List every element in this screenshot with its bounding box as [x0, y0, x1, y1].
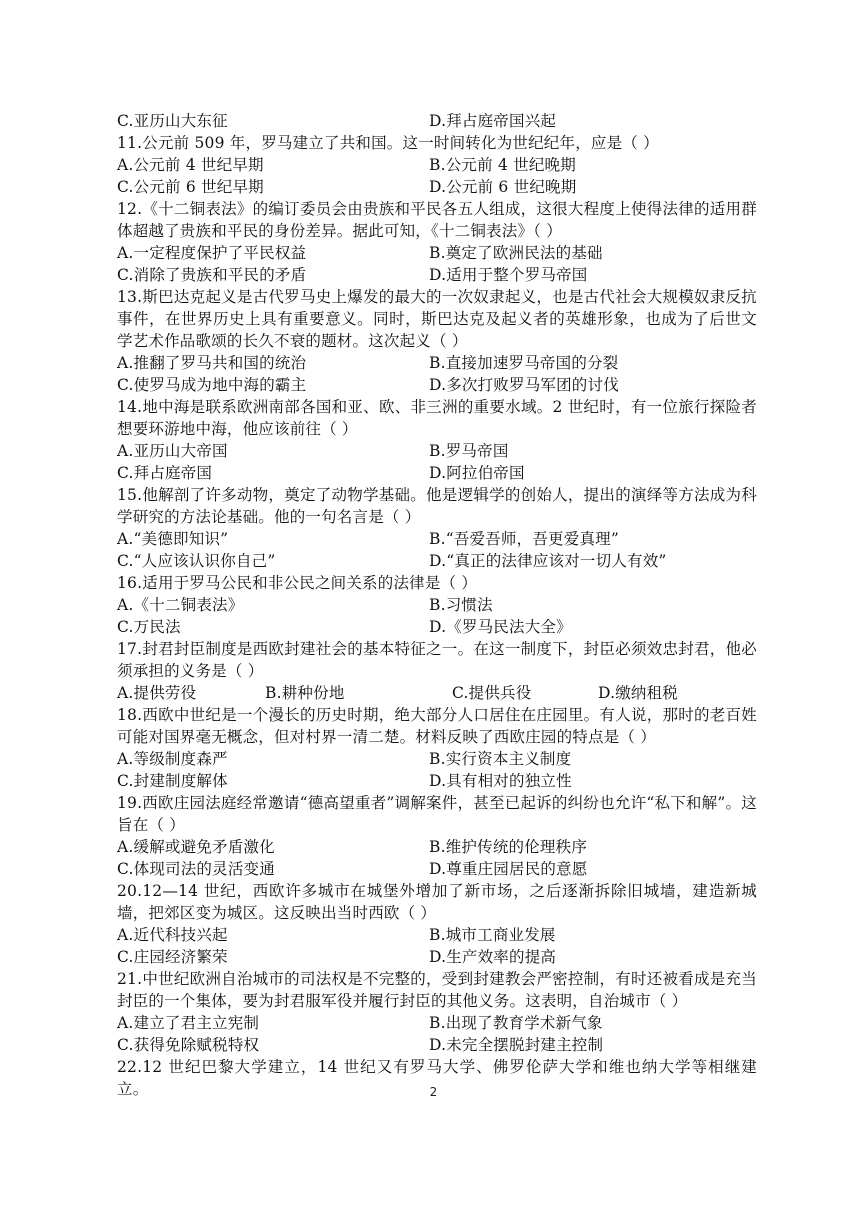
option-a: A.推翻了罗马共和国的统治	[117, 354, 307, 372]
question-stem: 18.西欧中世纪是一个漫长的历史时期，绝大部分人口居住在庄园里。有人说，那时的老百姓可能对国界毫无概念，但对村界一清二楚。材料反映了西欧庄园的特点是（ ）	[117, 706, 757, 746]
option-d: D.生产效率的提高	[429, 948, 557, 966]
option-d: D.公元前 6 世纪晚期	[429, 178, 577, 196]
question-stem: 16.适用于罗马公民和非公民之间关系的法律是（ ）	[117, 574, 478, 592]
option-c: C.亚历山大东征	[117, 112, 228, 130]
option-c: C.使罗马成为地中海的霸主	[117, 376, 307, 394]
option-d: D.未完全摆脱封建主控制	[429, 1036, 604, 1054]
option-a: A.《十二铜表法》	[117, 596, 244, 614]
options-row	[117, 176, 757, 198]
option-b: B.出现了教育学术新气象	[429, 1014, 603, 1032]
options-row	[117, 682, 757, 704]
option-b: B.直接加速罗马帝国的分裂	[429, 354, 619, 372]
option-c: C.公元前 6 世纪早期	[117, 178, 264, 196]
question-block	[117, 484, 757, 572]
question-stem: 12.《十二铜表法》的编订委员会由贵族和平民各五人组成，这很大程度上使得法律的适用群体超越了贵族和平民的身份差异。据此可知，《十二铜表法》（ ）	[117, 200, 757, 240]
option-d: D.多次打败罗马军团的讨伐	[429, 376, 619, 394]
option-c: C.封建制度解体	[117, 772, 228, 790]
question-block	[117, 396, 757, 484]
options-row	[117, 836, 757, 858]
option-a: A.建立了君主立宪制	[117, 1014, 260, 1032]
option-d: D.拜占庭帝国兴起	[429, 112, 557, 130]
options-row	[117, 616, 757, 638]
options-row	[117, 550, 757, 572]
option-d: D.阿拉伯帝国	[429, 464, 525, 482]
question-stem: 17.封君封臣制度是西欧封建社会的基本特征之一。在这一制度下，封臣必须效忠封君，他必须承担的义务是（ ）	[117, 640, 757, 680]
question-block	[117, 286, 757, 396]
option-a: A.公元前 4 世纪早期	[117, 156, 264, 174]
option-a: A.近代科技兴起	[117, 926, 228, 944]
option-c: C.庄园经济繁荣	[117, 948, 228, 966]
option-b: B.城市工商业发展	[429, 926, 556, 944]
option-b: B.罗马帝国	[429, 442, 509, 460]
option-d: D.《罗马民法大全》	[429, 618, 572, 636]
options-row	[117, 1034, 757, 1056]
question-block	[117, 792, 757, 880]
option-d: D.具有相对的独立性	[429, 772, 572, 790]
options-row	[117, 594, 757, 616]
option-d: D.“真正的法律应该对一切人有效”	[429, 552, 667, 570]
question-block	[117, 132, 757, 198]
question-block	[117, 638, 757, 704]
question-block	[117, 572, 757, 638]
question-stem: 14.地中海是联系欧洲南部各国和亚、欧、非三洲的重要水域。2 世纪时，有一位旅行探险者想要环游地中海，他应该前往（ ）	[117, 398, 757, 438]
options-row	[117, 440, 757, 462]
option-d: D.适用于整个罗马帝国	[429, 266, 588, 284]
options-row	[117, 154, 757, 176]
options-row	[117, 242, 757, 264]
question-stem-continued: 22.12 世纪巴黎大学建立，14 世纪又有罗马大学、佛罗伦萨大学和维也纳大学等相继建立。	[117, 1058, 757, 1098]
question-block	[117, 198, 757, 286]
question-block	[117, 880, 757, 968]
option-c: C.提供兵役	[452, 684, 532, 702]
options-row	[117, 110, 757, 132]
question-stem: 15.他解剖了许多动物，奠定了动物学基础。他是逻辑学的创始人，提出的演绎等方法成为科学研究的方法论基础。他的一句名言是（ ）	[117, 486, 757, 526]
options-row	[117, 748, 757, 770]
option-b: B.实行资本主义制度	[429, 750, 572, 768]
option-a: A.提供劳役	[117, 684, 197, 702]
option-a: A.亚历山大帝国	[117, 442, 228, 460]
option-a: A.缓解或避免矛盾激化	[117, 838, 275, 856]
question-stem: 19.西欧庄园法庭经常邀请“德高望重者”调解案件，甚至已起诉的纠纷也允许“私下和解”。这旨在（ ）	[117, 794, 757, 834]
option-b: B.奠定了欧洲民法的基础	[429, 244, 603, 262]
question-stem: 21.中世纪欧洲自治城市的司法权是不完整的，受到封建教会严密控制，有时还被看成是充当封臣的一个集体，要为封君服军役并履行封臣的其他义务。这表明，自治城市（ ）	[117, 970, 757, 1010]
options-row	[117, 858, 757, 880]
options-row	[117, 528, 757, 550]
exam-page-body	[117, 110, 757, 1100]
question-block	[117, 968, 757, 1056]
options-row	[117, 770, 757, 792]
option-a: A.等级制度森严	[117, 750, 228, 768]
options-row	[117, 1012, 757, 1034]
options-row	[117, 946, 757, 968]
option-c: C.拜占庭帝国	[117, 464, 213, 482]
option-b: B.维护传统的伦理秩序	[429, 838, 588, 856]
option-c: C.万民法	[117, 618, 181, 636]
option-d: D.尊重庄园居民的意愿	[429, 860, 588, 878]
option-b: B.公元前 4 世纪晚期	[429, 156, 576, 174]
option-c: C.体现司法的灵活变通	[117, 860, 275, 878]
options-row	[117, 924, 757, 946]
option-b: B.“吾爱吾师，吾更爱真理”	[429, 530, 619, 548]
question-stem: 20.12—14 世纪，西欧许多城市在城堡外增加了新市场，之后逐渐拆除旧城墙，建造新城墙，把郊区变为城区。这反映出当时西欧（ ）	[117, 882, 757, 922]
question-stem: 11.公元前 509 年，罗马建立了共和国。这一时间转化为世纪纪年，应是（ ）	[117, 134, 659, 152]
option-c: C.获得免除赋税特权	[117, 1036, 260, 1054]
option-c: C.消除了贵族和平民的矛盾	[117, 266, 307, 284]
option-c: C.“人应该认识你自己”	[117, 552, 276, 570]
option-a: A.“美德即知识”	[117, 530, 229, 548]
question-stem: 13.斯巴达克起义是古代罗马史上爆发的最大的一次奴隶起义，也是古代社会大规模奴隶反抗事件，在世界历史上具有重要意义。同时，斯巴达克及起义者的英雄形象，也成为了后世文学艺术作品歌颂的长久不衰的题材。这次起义（ ）	[117, 288, 757, 350]
options-row	[117, 264, 757, 286]
page-number: 2	[429, 1085, 438, 1099]
option-b: B.习惯法	[429, 596, 493, 614]
option-b: B.耕种份地	[265, 684, 345, 702]
question-block	[117, 704, 757, 792]
options-row	[117, 374, 757, 396]
option-d: D.缴纳租税	[598, 684, 679, 702]
options-row	[117, 462, 757, 484]
option-a: A.一定程度保护了平民权益	[117, 244, 307, 262]
options-row	[117, 352, 757, 374]
